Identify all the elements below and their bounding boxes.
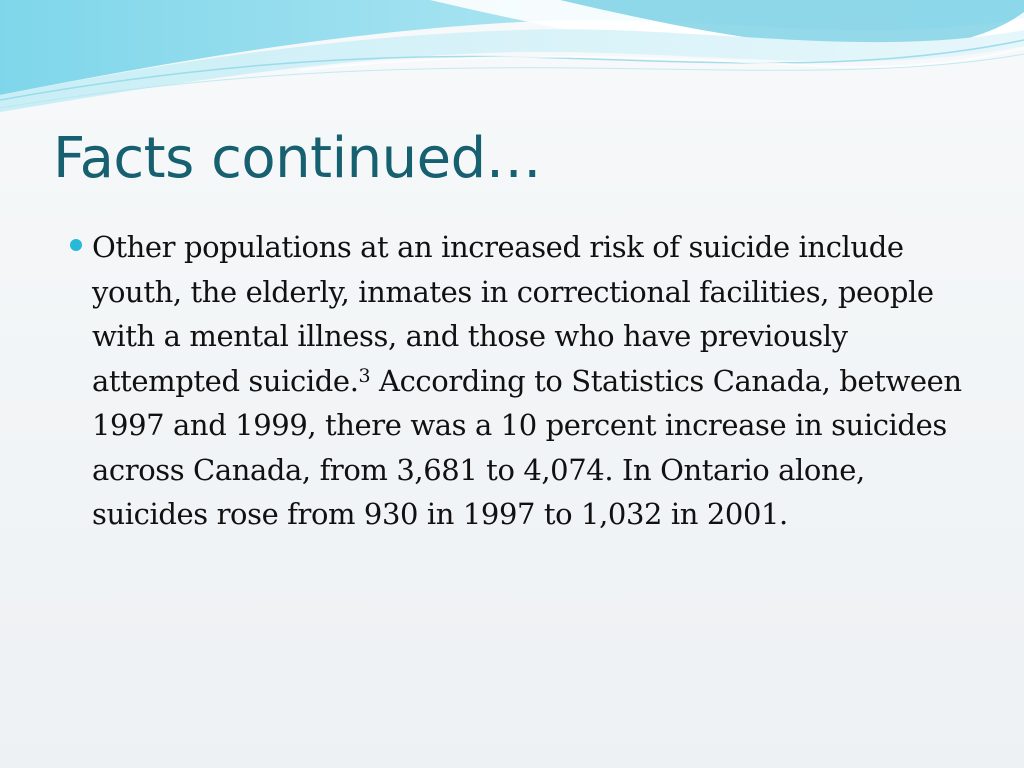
slide-title: Facts continued… [53, 126, 542, 191]
footnote-reference: 3 [358, 364, 371, 387]
bullet-text-continued: According to Statistics Canada, between 1997 and 1999, there was a 10 percent increase in suicides across Canada, from 3,681 to 4,074. In Ontario alone, suicides rose from 930 in 1997 to 1,032 in 2001. [92, 363, 962, 531]
bullet-dot-icon [70, 239, 82, 251]
bullet-text-main: Other populations at an increased risk of suicide include youth, the elderly, inmates in correctional facilities, people with a mental illness, and those who have previously attempted suicide. [92, 230, 934, 398]
bullet-text [92, 225, 970, 537]
bullet-list [70, 225, 970, 537]
bullet-item [70, 225, 970, 537]
wave-header-decoration [0, 0, 1024, 120]
